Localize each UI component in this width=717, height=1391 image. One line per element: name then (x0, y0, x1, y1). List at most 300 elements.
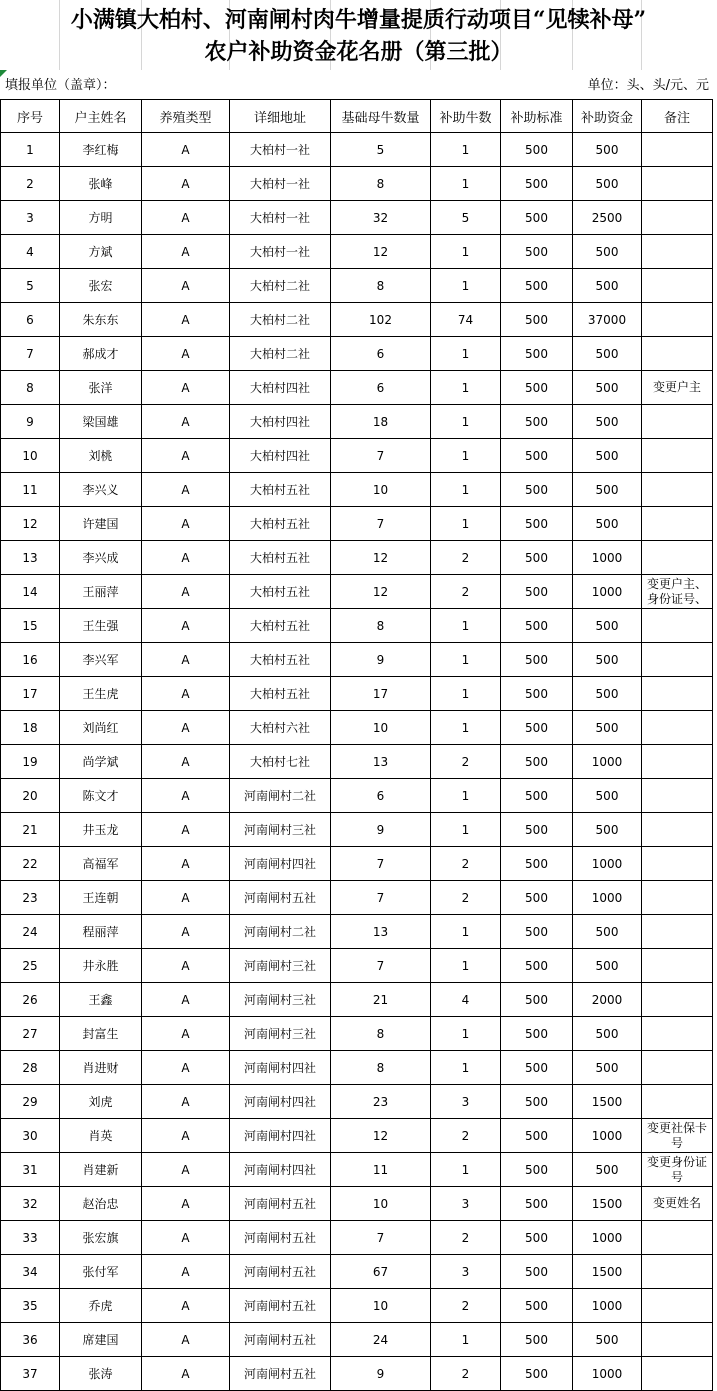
subsidy-amount-cell: 500 (573, 643, 642, 677)
subsidy-standard-cell: 500 (501, 643, 573, 677)
serial-cell: 28 (1, 1051, 60, 1085)
table-header-row (1, 100, 713, 133)
subsidy-amount-cell: 500 (573, 269, 642, 303)
householder-name-cell: 王鑫 (60, 983, 142, 1017)
subsidy-amount-cell: 500 (573, 1323, 642, 1357)
householder-name-cell: 乔虎 (60, 1289, 142, 1323)
householder-name-cell: 王连朝 (60, 881, 142, 915)
base-cow-count-cell: 8 (331, 1051, 431, 1085)
subsidized-cattle-cell: 2 (431, 881, 501, 915)
subsidized-cattle-cell: 1 (431, 779, 501, 813)
subsidy-standard-cell: 500 (501, 1187, 573, 1221)
table-row (1, 1357, 713, 1391)
remark-cell (642, 711, 713, 745)
remark-cell (642, 133, 713, 167)
subsidy-standard-cell: 500 (501, 677, 573, 711)
base-cow-count-cell: 9 (331, 1357, 431, 1391)
remark-cell (642, 1051, 713, 1085)
address-cell: 河南闸村二社 (230, 779, 331, 813)
householder-name-cell: 赵治忠 (60, 1187, 142, 1221)
remark-cell (642, 779, 713, 813)
base-cow-count-cell: 8 (331, 609, 431, 643)
base-cow-count-cell: 8 (331, 167, 431, 201)
subsidy-standard-cell: 500 (501, 439, 573, 473)
base-cow-count-cell: 23 (331, 1085, 431, 1119)
remark-cell (642, 915, 713, 949)
subsidy-standard-cell: 500 (501, 371, 573, 405)
subsidy-standard-cell: 500 (501, 1289, 573, 1323)
base-cow-count-cell: 6 (331, 779, 431, 813)
householder-name-cell: 许建国 (60, 507, 142, 541)
column-header-base-cow-count: 基础母牛数量 (331, 100, 431, 133)
subsidy-standard-cell: 500 (501, 269, 573, 303)
subsidy-amount-cell: 1000 (573, 575, 642, 609)
subsidy-standard-cell: 500 (501, 1051, 573, 1085)
householder-name-cell: 梁国雄 (60, 405, 142, 439)
breeding-type-cell: A (142, 609, 230, 643)
table-row (1, 269, 713, 303)
table-row (1, 677, 713, 711)
serial-cell: 13 (1, 541, 60, 575)
address-cell: 大柏村二社 (230, 269, 331, 303)
subsidy-standard-cell: 500 (501, 881, 573, 915)
subsidized-cattle-cell: 74 (431, 303, 501, 337)
breeding-type-cell: A (142, 337, 230, 371)
subsidy-standard-cell: 500 (501, 473, 573, 507)
subsidy-amount-cell: 500 (573, 949, 642, 983)
subsidy-amount-cell: 500 (573, 473, 642, 507)
base-cow-count-cell: 9 (331, 643, 431, 677)
breeding-type-cell: A (142, 881, 230, 915)
serial-cell: 30 (1, 1119, 60, 1153)
table-row (1, 507, 713, 541)
base-cow-count-cell: 9 (331, 813, 431, 847)
column-header-breeding-type: 养殖类型 (142, 100, 230, 133)
table-body (1, 133, 713, 1391)
serial-cell: 22 (1, 847, 60, 881)
householder-name-cell: 方斌 (60, 235, 142, 269)
subsidized-cattle-cell: 1 (431, 1017, 501, 1051)
address-cell: 大柏村四社 (230, 371, 331, 405)
subsidy-amount-cell: 500 (573, 915, 642, 949)
table-row (1, 473, 713, 507)
base-cow-count-cell: 11 (331, 1153, 431, 1187)
householder-name-cell: 王生强 (60, 609, 142, 643)
subsidized-cattle-cell: 4 (431, 983, 501, 1017)
remark-cell: 变更户主 (642, 371, 713, 405)
remark-cell (642, 609, 713, 643)
householder-name-cell: 张付军 (60, 1255, 142, 1289)
householder-name-cell: 刘虎 (60, 1085, 142, 1119)
serial-cell: 2 (1, 167, 60, 201)
subsidy-standard-cell: 500 (501, 507, 573, 541)
column-header-remark: 备注 (642, 100, 713, 133)
householder-name-cell: 李兴成 (60, 541, 142, 575)
table-row (1, 235, 713, 269)
column-header-subsidy-standard: 补助标准 (501, 100, 573, 133)
householder-name-cell: 程丽萍 (60, 915, 142, 949)
breeding-type-cell: A (142, 473, 230, 507)
table-row (1, 133, 713, 167)
subsidized-cattle-cell: 3 (431, 1085, 501, 1119)
breeding-type-cell: A (142, 643, 230, 677)
remark-cell (642, 949, 713, 983)
subsidized-cattle-cell: 1 (431, 813, 501, 847)
address-cell: 河南闸村五社 (230, 1221, 331, 1255)
address-cell: 河南闸村三社 (230, 949, 331, 983)
serial-cell: 15 (1, 609, 60, 643)
subsidy-amount-cell: 500 (573, 133, 642, 167)
base-cow-count-cell: 7 (331, 881, 431, 915)
householder-name-cell: 席建国 (60, 1323, 142, 1357)
subsidized-cattle-cell: 2 (431, 1289, 501, 1323)
subsidized-cattle-cell: 1 (431, 371, 501, 405)
breeding-type-cell: A (142, 1085, 230, 1119)
subsidy-standard-cell: 500 (501, 1085, 573, 1119)
table-row (1, 949, 713, 983)
base-cow-count-cell: 7 (331, 507, 431, 541)
subsidized-cattle-cell: 1 (431, 915, 501, 949)
subsidy-amount-cell: 1000 (573, 541, 642, 575)
householder-name-cell: 陈文才 (60, 779, 142, 813)
breeding-type-cell: A (142, 303, 230, 337)
subsidized-cattle-cell: 2 (431, 1357, 501, 1391)
table-row (1, 915, 713, 949)
table-row (1, 745, 713, 779)
breeding-type-cell: A (142, 133, 230, 167)
remark-cell (642, 405, 713, 439)
table-row (1, 167, 713, 201)
serial-cell: 37 (1, 1357, 60, 1391)
subsidized-cattle-cell: 1 (431, 269, 501, 303)
householder-name-cell: 尚学斌 (60, 745, 142, 779)
subsidy-standard-cell: 500 (501, 303, 573, 337)
remark-cell (642, 439, 713, 473)
breeding-type-cell: A (142, 677, 230, 711)
subsidy-standard-cell: 500 (501, 711, 573, 745)
subsidy-amount-cell: 1000 (573, 1221, 642, 1255)
breeding-type-cell: A (142, 167, 230, 201)
unit-label: 单位：头、头/元、元 (587, 78, 709, 93)
base-cow-count-cell: 12 (331, 1119, 431, 1153)
breeding-type-cell: A (142, 813, 230, 847)
serial-cell: 26 (1, 983, 60, 1017)
address-cell: 大柏村五社 (230, 677, 331, 711)
document-title: 小满镇大柏村、河南闸村肉牛增量提质行动项目“见犊补母” (70, 7, 647, 33)
address-cell: 大柏村一社 (230, 235, 331, 269)
serial-cell: 27 (1, 1017, 60, 1051)
householder-name-cell: 方明 (60, 201, 142, 235)
serial-cell: 7 (1, 337, 60, 371)
subsidy-standard-cell: 500 (501, 1153, 573, 1187)
table-row (1, 1017, 713, 1051)
remark-cell: 变更姓名 (642, 1187, 713, 1221)
subsidy-roster-table (0, 99, 713, 1391)
remark-cell (642, 643, 713, 677)
serial-cell: 25 (1, 949, 60, 983)
serial-cell: 34 (1, 1255, 60, 1289)
householder-name-cell: 张涛 (60, 1357, 142, 1391)
base-cow-count-cell: 7 (331, 1221, 431, 1255)
householder-name-cell: 郝成才 (60, 337, 142, 371)
base-cow-count-cell: 8 (331, 269, 431, 303)
breeding-type-cell: A (142, 439, 230, 473)
base-cow-count-cell: 67 (331, 1255, 431, 1289)
subsidy-standard-cell: 500 (501, 201, 573, 235)
subsidized-cattle-cell: 1 (431, 167, 501, 201)
base-cow-count-cell: 12 (331, 541, 431, 575)
subsidy-standard-cell: 500 (501, 915, 573, 949)
serial-cell: 33 (1, 1221, 60, 1255)
base-cow-count-cell: 24 (331, 1323, 431, 1357)
remark-cell (642, 269, 713, 303)
subsidy-amount-cell: 500 (573, 813, 642, 847)
table-row (1, 813, 713, 847)
column-header-householder-name: 户主姓名 (60, 100, 142, 133)
cell-comment-marker-icon (0, 70, 8, 78)
breeding-type-cell: A (142, 201, 230, 235)
table-row (1, 575, 713, 609)
subsidy-amount-cell: 1000 (573, 1289, 642, 1323)
householder-name-cell: 张宏旗 (60, 1221, 142, 1255)
subsidy-standard-cell: 500 (501, 847, 573, 881)
base-cow-count-cell: 13 (331, 915, 431, 949)
breeding-type-cell: A (142, 949, 230, 983)
base-cow-count-cell: 12 (331, 235, 431, 269)
breeding-type-cell: A (142, 847, 230, 881)
table-row (1, 983, 713, 1017)
subsidy-standard-cell: 500 (501, 575, 573, 609)
base-cow-count-cell: 32 (331, 201, 431, 235)
householder-name-cell: 朱东东 (60, 303, 142, 337)
breeding-type-cell: A (142, 1187, 230, 1221)
base-cow-count-cell: 8 (331, 1017, 431, 1051)
householder-name-cell: 井玉龙 (60, 813, 142, 847)
householder-name-cell: 王丽萍 (60, 575, 142, 609)
address-cell: 河南闸村五社 (230, 881, 331, 915)
address-cell: 大柏村五社 (230, 609, 331, 643)
remark-cell: 变更身份证号 (642, 1153, 713, 1187)
remark-cell (642, 881, 713, 915)
subsidized-cattle-cell: 1 (431, 405, 501, 439)
subsidized-cattle-cell: 2 (431, 541, 501, 575)
subsidy-amount-cell: 1000 (573, 881, 642, 915)
remark-cell (642, 201, 713, 235)
subsidy-amount-cell: 1500 (573, 1085, 642, 1119)
table-row (1, 779, 713, 813)
subsidized-cattle-cell: 3 (431, 1187, 501, 1221)
subsidy-amount-cell: 2000 (573, 983, 642, 1017)
table-row (1, 303, 713, 337)
remark-cell (642, 167, 713, 201)
subsidized-cattle-cell: 1 (431, 643, 501, 677)
breeding-type-cell: A (142, 983, 230, 1017)
address-cell: 大柏村五社 (230, 473, 331, 507)
table-row (1, 405, 713, 439)
table-row (1, 1119, 713, 1153)
address-cell: 河南闸村三社 (230, 813, 331, 847)
base-cow-count-cell: 10 (331, 1187, 431, 1221)
householder-name-cell: 李兴军 (60, 643, 142, 677)
subsidy-standard-cell: 500 (501, 235, 573, 269)
remark-cell (642, 541, 713, 575)
column-header-serial: 序号 (1, 100, 60, 133)
base-cow-count-cell: 10 (331, 473, 431, 507)
table-row (1, 1323, 713, 1357)
serial-cell: 11 (1, 473, 60, 507)
address-cell: 大柏村五社 (230, 507, 331, 541)
remark-cell (642, 1221, 713, 1255)
serial-cell: 9 (1, 405, 60, 439)
address-cell: 河南闸村四社 (230, 1153, 331, 1187)
serial-cell: 18 (1, 711, 60, 745)
subsidized-cattle-cell: 2 (431, 745, 501, 779)
subsidized-cattle-cell: 1 (431, 1323, 501, 1357)
householder-name-cell: 肖英 (60, 1119, 142, 1153)
address-cell: 河南闸村四社 (230, 1085, 331, 1119)
subsidized-cattle-cell: 1 (431, 235, 501, 269)
address-cell: 大柏村六社 (230, 711, 331, 745)
base-cow-count-cell: 7 (331, 847, 431, 881)
address-cell: 大柏村一社 (230, 167, 331, 201)
address-cell: 河南闸村四社 (230, 847, 331, 881)
serial-cell: 3 (1, 201, 60, 235)
subsidy-standard-cell: 500 (501, 779, 573, 813)
householder-name-cell: 井永胜 (60, 949, 142, 983)
breeding-type-cell: A (142, 745, 230, 779)
base-cow-count-cell: 17 (331, 677, 431, 711)
subsidy-standard-cell: 500 (501, 133, 573, 167)
breeding-type-cell: A (142, 1017, 230, 1051)
table-row (1, 1255, 713, 1289)
subsidized-cattle-cell: 1 (431, 337, 501, 371)
serial-cell: 20 (1, 779, 60, 813)
column-header-subsidized-cattle: 补助牛数 (431, 100, 501, 133)
remark-cell (642, 1085, 713, 1119)
householder-name-cell: 王生虎 (60, 677, 142, 711)
base-cow-count-cell: 10 (331, 711, 431, 745)
address-cell: 河南闸村四社 (230, 1119, 331, 1153)
subsidy-standard-cell: 500 (501, 813, 573, 847)
subsidy-amount-cell: 500 (573, 337, 642, 371)
remark-cell (642, 303, 713, 337)
subsidized-cattle-cell: 1 (431, 677, 501, 711)
table-row (1, 609, 713, 643)
remark-cell (642, 1289, 713, 1323)
table-row (1, 881, 713, 915)
breeding-type-cell: A (142, 1255, 230, 1289)
base-cow-count-cell: 6 (331, 371, 431, 405)
householder-name-cell: 张洋 (60, 371, 142, 405)
breeding-type-cell: A (142, 1289, 230, 1323)
serial-cell: 5 (1, 269, 60, 303)
subsidy-amount-cell: 2500 (573, 201, 642, 235)
subsidy-amount-cell: 1500 (573, 1255, 642, 1289)
subsidy-amount-cell: 500 (573, 677, 642, 711)
base-cow-count-cell: 5 (331, 133, 431, 167)
subsidy-amount-cell: 500 (573, 167, 642, 201)
breeding-type-cell: A (142, 541, 230, 575)
subsidized-cattle-cell: 1 (431, 439, 501, 473)
breeding-type-cell: A (142, 915, 230, 949)
subsidized-cattle-cell: 1 (431, 1051, 501, 1085)
subsidy-amount-cell: 500 (573, 371, 642, 405)
table-row (1, 1085, 713, 1119)
subsidy-standard-cell: 500 (501, 1255, 573, 1289)
serial-cell: 17 (1, 677, 60, 711)
householder-name-cell: 刘尚红 (60, 711, 142, 745)
subsidy-standard-cell: 500 (501, 405, 573, 439)
subsidy-standard-cell: 500 (501, 337, 573, 371)
table-row (1, 371, 713, 405)
householder-name-cell: 李兴义 (60, 473, 142, 507)
address-cell: 河南闸村五社 (230, 1255, 331, 1289)
householder-name-cell: 肖进财 (60, 1051, 142, 1085)
subsidized-cattle-cell: 1 (431, 949, 501, 983)
address-cell: 大柏村四社 (230, 405, 331, 439)
subsidy-amount-cell: 500 (573, 1017, 642, 1051)
remark-cell (642, 235, 713, 269)
remark-cell (642, 473, 713, 507)
subsidy-amount-cell: 500 (573, 439, 642, 473)
serial-cell: 24 (1, 915, 60, 949)
serial-cell: 16 (1, 643, 60, 677)
column-header-address: 详细地址 (230, 100, 331, 133)
subsidy-standard-cell: 500 (501, 1357, 573, 1391)
subsidized-cattle-cell: 1 (431, 711, 501, 745)
householder-name-cell: 张峰 (60, 167, 142, 201)
remark-cell (642, 745, 713, 779)
address-cell: 河南闸村五社 (230, 1289, 331, 1323)
serial-cell: 32 (1, 1187, 60, 1221)
subsidized-cattle-cell: 2 (431, 1221, 501, 1255)
address-cell: 河南闸村五社 (230, 1323, 331, 1357)
breeding-type-cell: A (142, 1323, 230, 1357)
householder-name-cell: 封富生 (60, 1017, 142, 1051)
address-cell: 河南闸村三社 (230, 1017, 331, 1051)
table-row (1, 439, 713, 473)
remark-cell (642, 1357, 713, 1391)
subsidy-standard-cell: 500 (501, 1221, 573, 1255)
breeding-type-cell: A (142, 711, 230, 745)
serial-cell: 14 (1, 575, 60, 609)
serial-cell: 21 (1, 813, 60, 847)
base-cow-count-cell: 21 (331, 983, 431, 1017)
breeding-type-cell: A (142, 405, 230, 439)
subsidized-cattle-cell: 1 (431, 507, 501, 541)
base-cow-count-cell: 18 (331, 405, 431, 439)
subsidy-amount-cell: 1000 (573, 1357, 642, 1391)
remark-cell (642, 677, 713, 711)
subsidized-cattle-cell: 1 (431, 609, 501, 643)
address-cell: 河南闸村四社 (230, 1051, 331, 1085)
address-cell: 大柏村二社 (230, 303, 331, 337)
serial-cell: 23 (1, 881, 60, 915)
base-cow-count-cell: 6 (331, 337, 431, 371)
table-row (1, 711, 713, 745)
subsidy-amount-cell: 500 (573, 1051, 642, 1085)
breeding-type-cell: A (142, 269, 230, 303)
remark-cell (642, 1017, 713, 1051)
table-row (1, 1051, 713, 1085)
base-cow-count-cell: 7 (331, 439, 431, 473)
base-cow-count-cell: 12 (331, 575, 431, 609)
subsidized-cattle-cell: 2 (431, 575, 501, 609)
table-row (1, 541, 713, 575)
address-cell: 大柏村五社 (230, 575, 331, 609)
breeding-type-cell: A (142, 779, 230, 813)
breeding-type-cell: A (142, 1051, 230, 1085)
